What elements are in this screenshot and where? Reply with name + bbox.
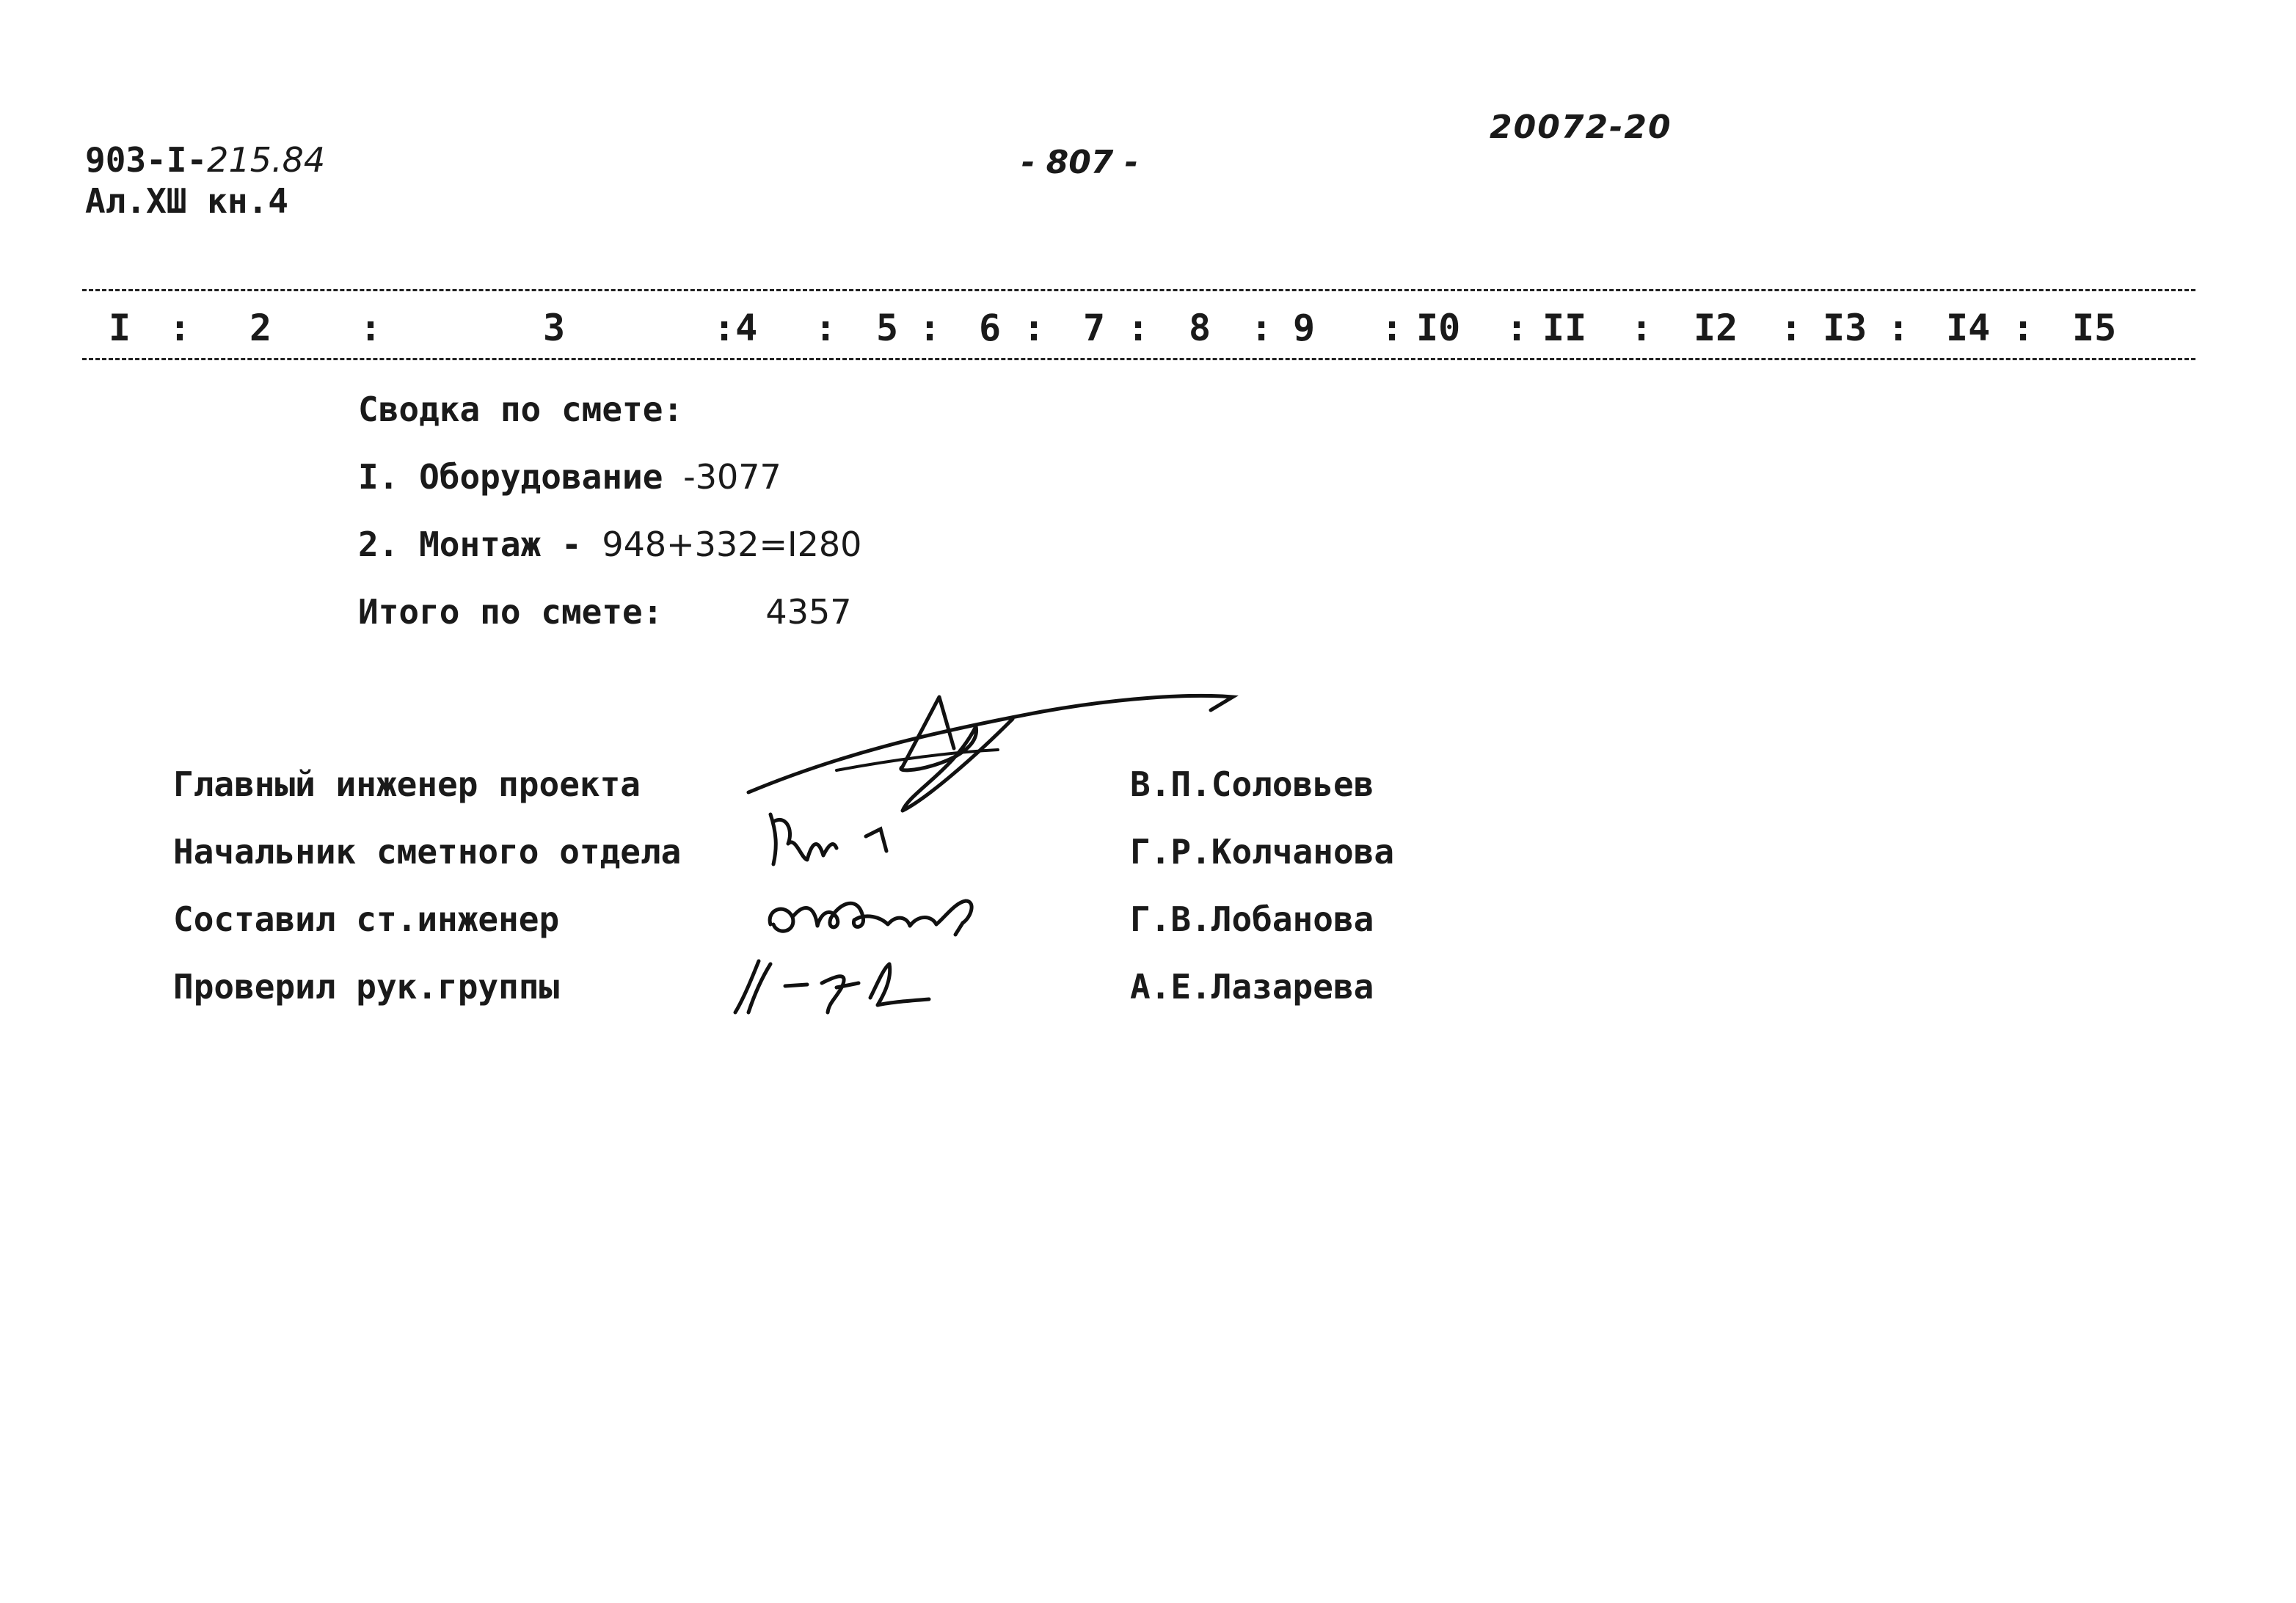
total-label: Итого по смете: (358, 592, 663, 632)
col-separator: : (814, 307, 837, 349)
document-designation (85, 139, 325, 222)
table-top-rule (82, 289, 2195, 291)
col-marker: I (109, 307, 131, 349)
summary-title: Сводка по смете: (358, 390, 684, 429)
col-marker: 2 (249, 307, 272, 349)
signature-group-lead (726, 954, 939, 1020)
total-value: 4357 (765, 592, 852, 632)
col-marker: 5 (876, 307, 899, 349)
table-bottom-rule (82, 358, 2195, 360)
col-separator: : (1780, 307, 1803, 349)
col-separator: : (2012, 307, 2035, 349)
album-reference: Ал.ХШ кн.4 (85, 181, 288, 221)
signer-role: Составил ст.инженер (173, 899, 560, 939)
summary-line-equipment (358, 456, 781, 497)
col-marker: I5 (2072, 307, 2117, 349)
col-separator: : (1506, 307, 1528, 349)
col-separator: : (1250, 307, 1273, 349)
signer-name: А.Е.Лазарева (1130, 967, 1374, 1007)
col-separator: : (1630, 307, 1653, 349)
signer-name: Г.В.Лобанова (1130, 899, 1374, 939)
signature-estimate-head (763, 807, 910, 873)
installation-label: 2. Монтаж - (358, 525, 602, 564)
col-marker: 3 (543, 307, 566, 349)
col-separator: : (169, 307, 192, 349)
column-number-row (82, 307, 2195, 351)
col-marker: I0 (1416, 307, 1461, 349)
signer-role: Главный инженер проекта (173, 764, 641, 804)
signer-role: Проверил рук.группы (173, 967, 560, 1007)
col-separator: : (360, 307, 382, 349)
col-marker: I4 (1946, 307, 1991, 349)
document-code: 20072-20 (1490, 109, 1672, 146)
col-separator: : (1381, 307, 1404, 349)
col-separator: : (919, 307, 941, 349)
col-marker: 6 (979, 307, 1002, 349)
equipment-value: -3077 (683, 457, 781, 497)
col-marker: I3 (1823, 307, 1867, 349)
doc-prefix: 903-I- (85, 140, 208, 180)
col-marker: II (1542, 307, 1587, 349)
col-marker: 8 (1189, 307, 1211, 349)
summary-line-installation (358, 524, 861, 565)
signer-name: В.П.Соловьев (1130, 764, 1374, 804)
equipment-label: I. Оборудование (358, 457, 684, 497)
col-marker: 7 (1083, 307, 1106, 349)
col-separator: : (1127, 307, 1150, 349)
signer-name: Г.Р.Колчанова (1130, 832, 1395, 872)
summary-total (358, 591, 852, 632)
col-marker: I2 (1694, 307, 1738, 349)
col-separator: : (1887, 307, 1910, 349)
page-number: - 807 - (1021, 144, 1139, 181)
col-marker: 9 (1293, 307, 1316, 349)
col-separator: : (1023, 307, 1046, 349)
signer-role: Начальник сметного отдела (173, 832, 682, 872)
col-marker: :4 (713, 307, 758, 349)
installation-value: 948+332=I280 (602, 525, 862, 564)
signature-compiler (763, 888, 998, 946)
doc-number-handwritten: 215.84 (207, 140, 326, 180)
